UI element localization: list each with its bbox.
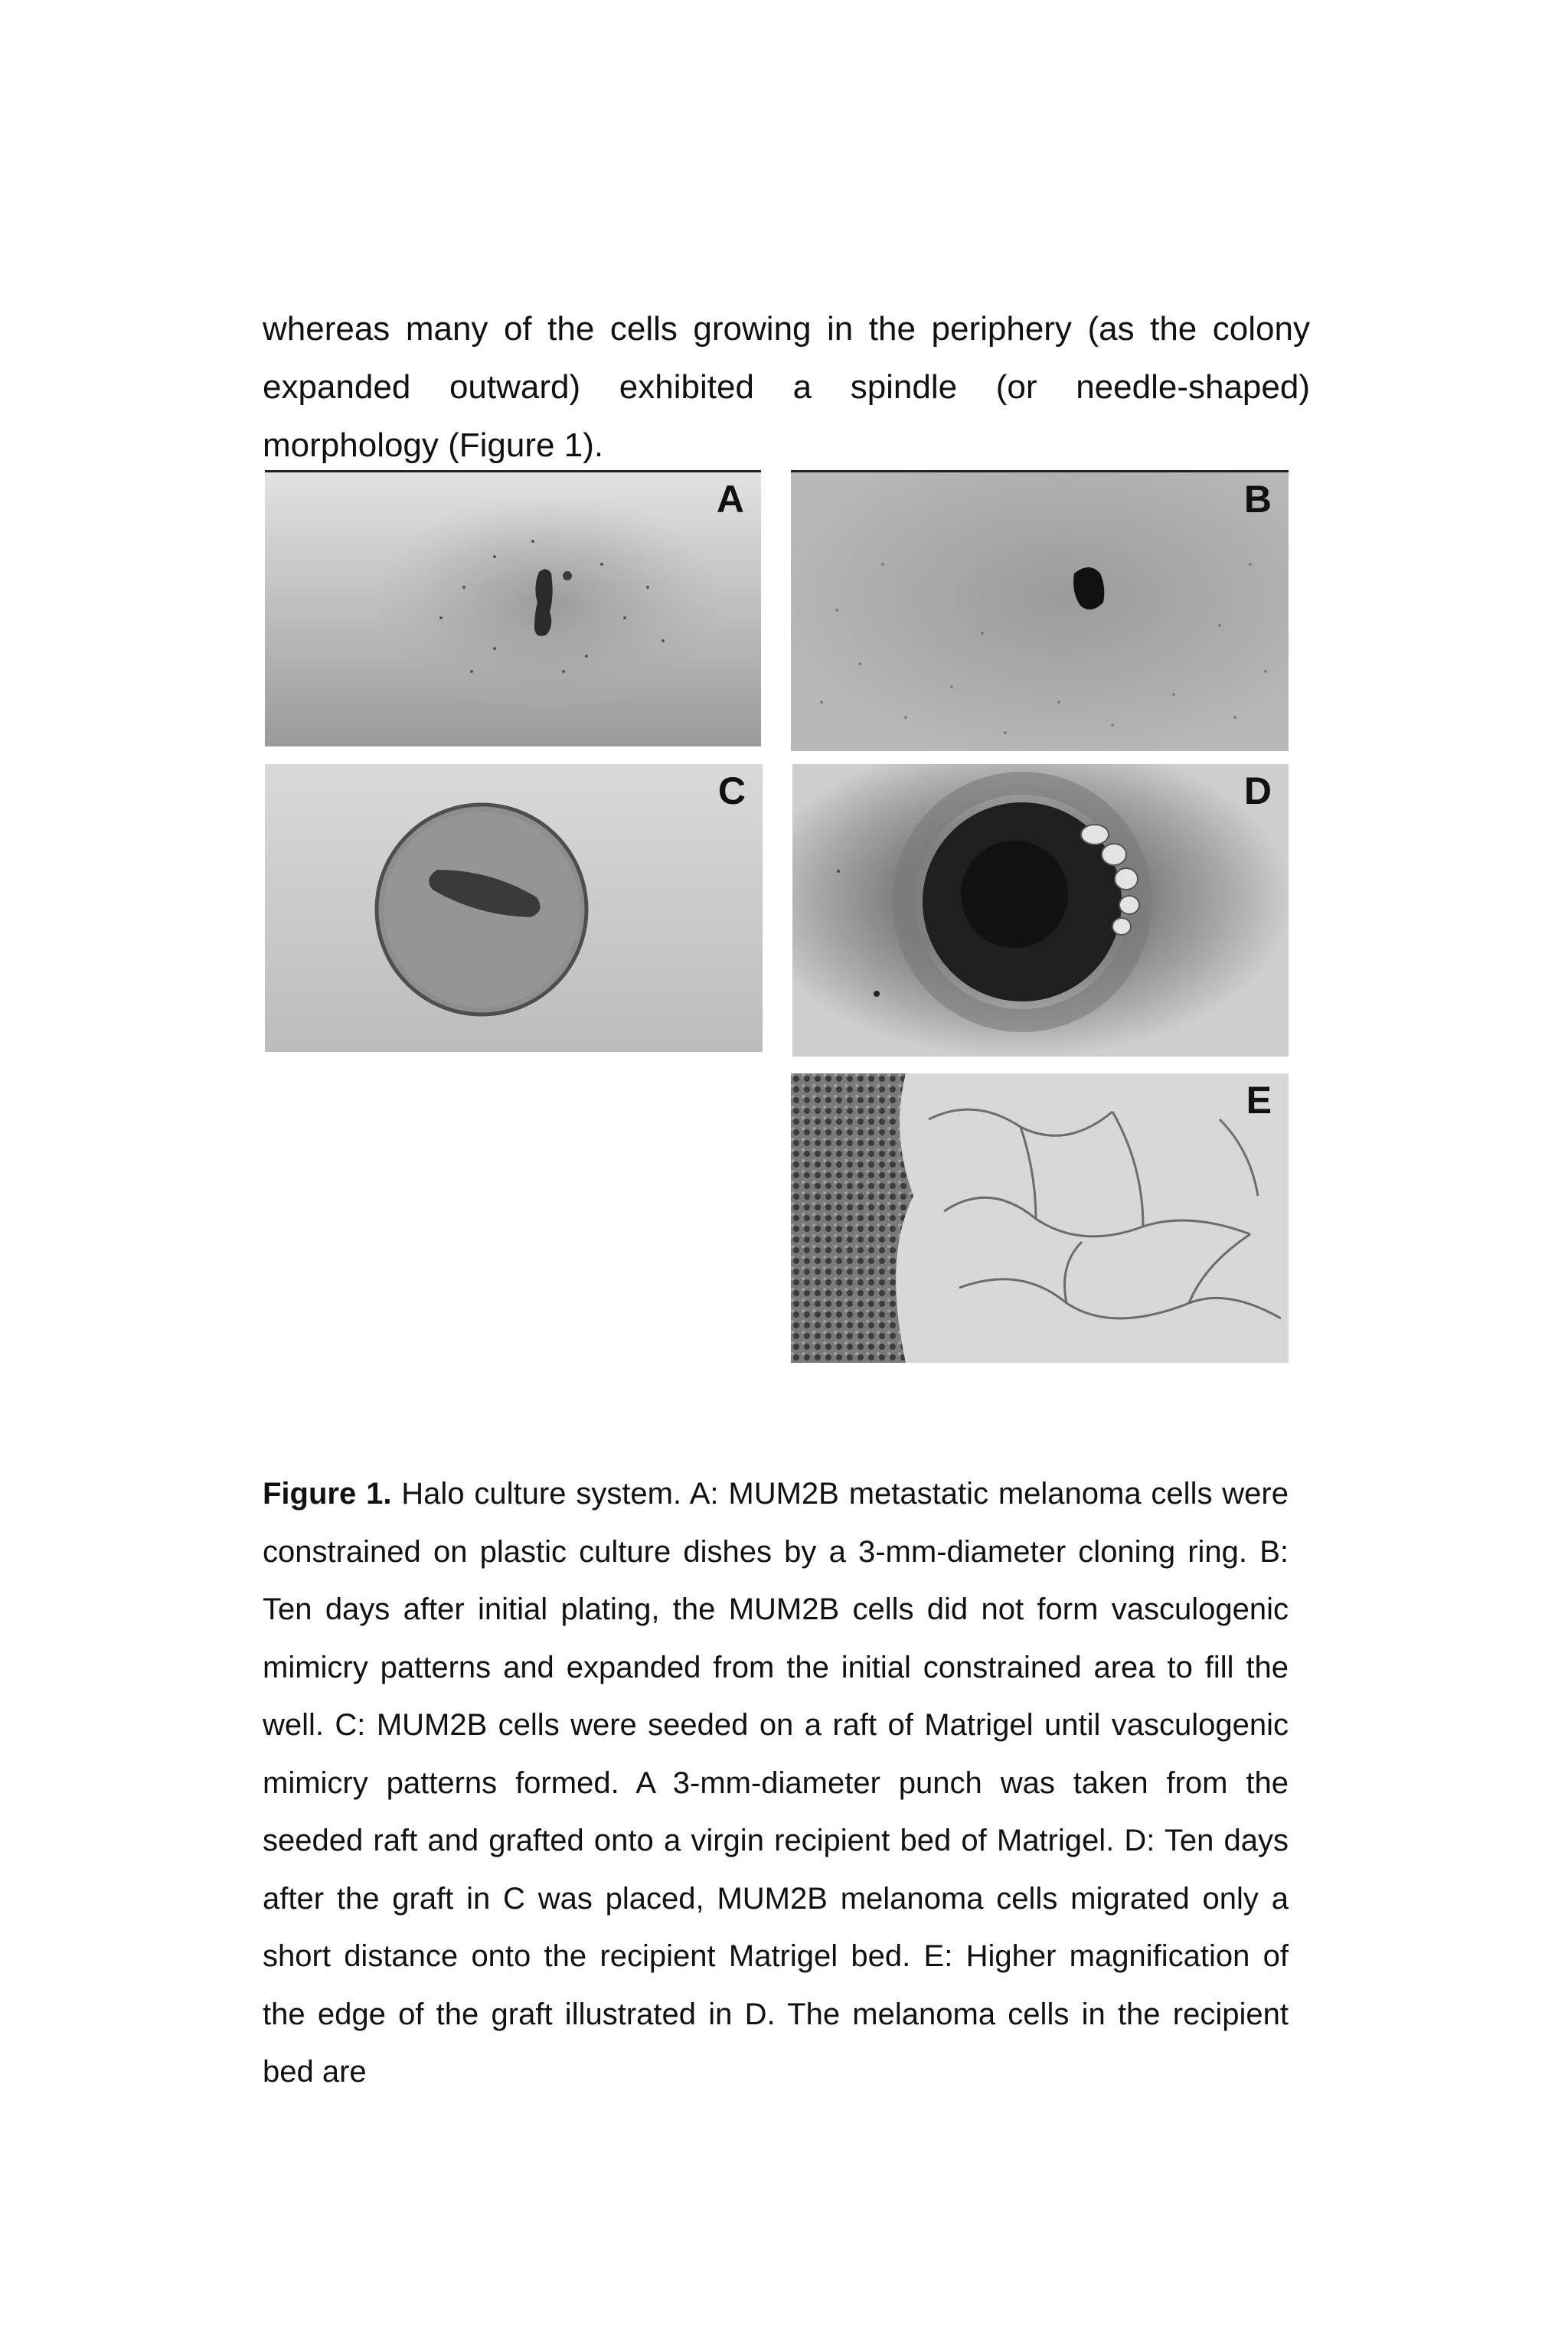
micrograph-e — [791, 1073, 1289, 1363]
panel-label: B — [1243, 478, 1272, 521]
panel-label: C — [717, 769, 746, 812]
panel-label: E — [1246, 1079, 1272, 1122]
panel-label: D — [1243, 769, 1272, 812]
figure-caption — [263, 1465, 1289, 2102]
figure-panel-e — [791, 1073, 1289, 1363]
micrograph-a — [265, 472, 761, 746]
panel-label: A — [716, 478, 744, 521]
micrograph-d — [792, 764, 1289, 1057]
micrograph-c — [265, 764, 763, 1052]
micrograph-b — [791, 472, 1289, 751]
figure-panel-d — [792, 764, 1289, 1057]
figure-caption-text: Halo culture system. A: MUM2B metastatic melanoma cells were constrained on plastic culture dishes by a 3-mm-diameter cloning ring. B: Ten days after initial plating, the MUM2B cells did not form vasculogenic mimicry patterns and expanded from the initial constrained area to fill the well. C: MUM2B cells were seeded on a raft of Matrigel until vasculogenic mimicry patterns formed. A 3-mm-diameter punch was taken from the seeded raft and grafted onto a virgin recipient bed of Matrigel. D: Ten days after the graft in C was placed, MUM2B melanoma cells migrated only a short distance onto the recipient Matrigel bed. E: Higher magnification of the edge of the graft illustrated in D. The melanoma cells in the recipient bed are — [263, 1477, 1289, 2089]
figure-caption-label: Figure 1. — [263, 1477, 392, 1511]
figure-panel-c — [265, 764, 763, 1052]
figure-panel-b — [791, 470, 1289, 751]
intro-paragraph: whereas many of the cells growing in the periphery (as the colony expanded outward) exhibited a spindle (or needle-shaped) morphology (Figure 1). — [263, 310, 1310, 464]
figure-panel-a — [265, 470, 761, 746]
